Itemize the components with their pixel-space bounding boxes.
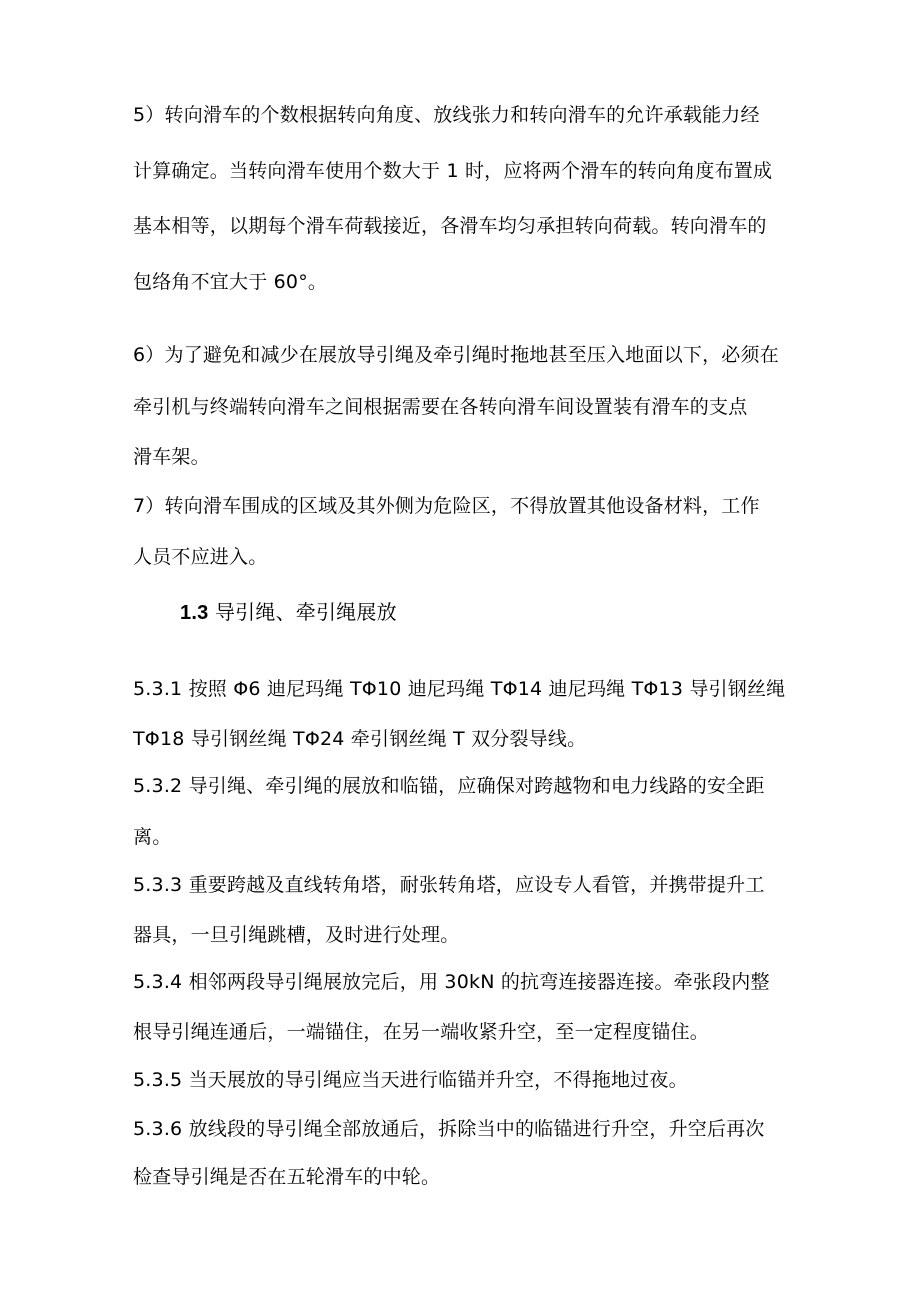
section-heading-number: 1.3 [180,602,209,624]
section-heading [180,600,840,625]
paragraph-6-line-2: 牵引机与终端转向滑车之间根据需要在各转向滑车间设置装有滑车的支点 [133,396,748,418]
paragraph-6-line-1: 6）为了避免和减少在展放导引绳及牵引绳时拖地甚至压入地面以下，必须在 [133,344,779,366]
paragraph-5-line-3: 基本相等，以期每个滑车荷载接近，各滑车均匀承担转向荷载。转向滑车的 [133,215,767,237]
clause-5-3-3-line-2: 器具，一旦引绳跳槽，及时进行处理。 [133,924,460,946]
paragraph-7-line-2: 人员不应进入。 [133,546,268,568]
clause-5-3-4-line-2: 根导引绳连通后，一端锚住，在另一端收紧升空，至一定程度锚住。 [133,1021,710,1043]
clause-5-3-1-line-2: TΦ18 导引钢丝绳 TΦ24 牵引钢丝绳 T 双分裂导线。 [133,728,587,750]
section-heading-text: 导引绳、牵引绳展放 [214,600,397,624]
clause-5-3-4-line-1: 5.3.4 相邻两段导引绳展放完后，用 30kN 的抗弯连接器连接。牵张段内整 [133,971,770,993]
clause-5-3-2-line-1: 5.3.2 导引绳、牵引绳的展放和临锚，应确保对跨越物和电力线路的安全距 [133,775,765,797]
paragraph-5-line-2: 计算确定。当转向滑车使用个数大于 1 时，应将两个滑车的转向角度布置成 [133,160,773,182]
clause-5-3-2-line-2: 离。 [133,826,172,848]
clause-5-3-1-line-1: 5.3.1 按照 Φ6 迪尼玛绳 TΦ10 迪尼玛绳 TΦ14 迪尼玛绳 TΦ13 导引钢丝绳 [133,678,786,700]
paragraph-6-line-3: 滑车架。 [133,446,210,468]
paragraph-5-line-4: 包络角不宜大于 60°。 [133,271,328,293]
clause-5-3-6-line-2: 检查导引绳是否在五轮滑车的中轮。 [133,1166,441,1188]
paragraph-7-line-1: 7）转向滑车围成的区域及其外侧为危险区，不得放置其他设备材料，工作 [133,495,760,517]
clause-5-3-3-line-1: 5.3.3 重要跨越及直线转角塔，耐张转角塔，应设专人看管，并携带提升工 [133,874,765,896]
paragraph-5-line-1: 5）转向滑车的个数根据转向角度、放线张力和转向滑车的允许承载能力经 [133,104,760,126]
clause-5-3-6-line-1: 5.3.6 放线段的导引绳全部放通后，拆除当中的临锚进行升空，升空后再次 [133,1118,765,1140]
clause-5-3-5-line-1: 5.3.5 当天展放的导引绳应当天进行临锚并升空，不得拖地过夜。 [133,1069,688,1091]
